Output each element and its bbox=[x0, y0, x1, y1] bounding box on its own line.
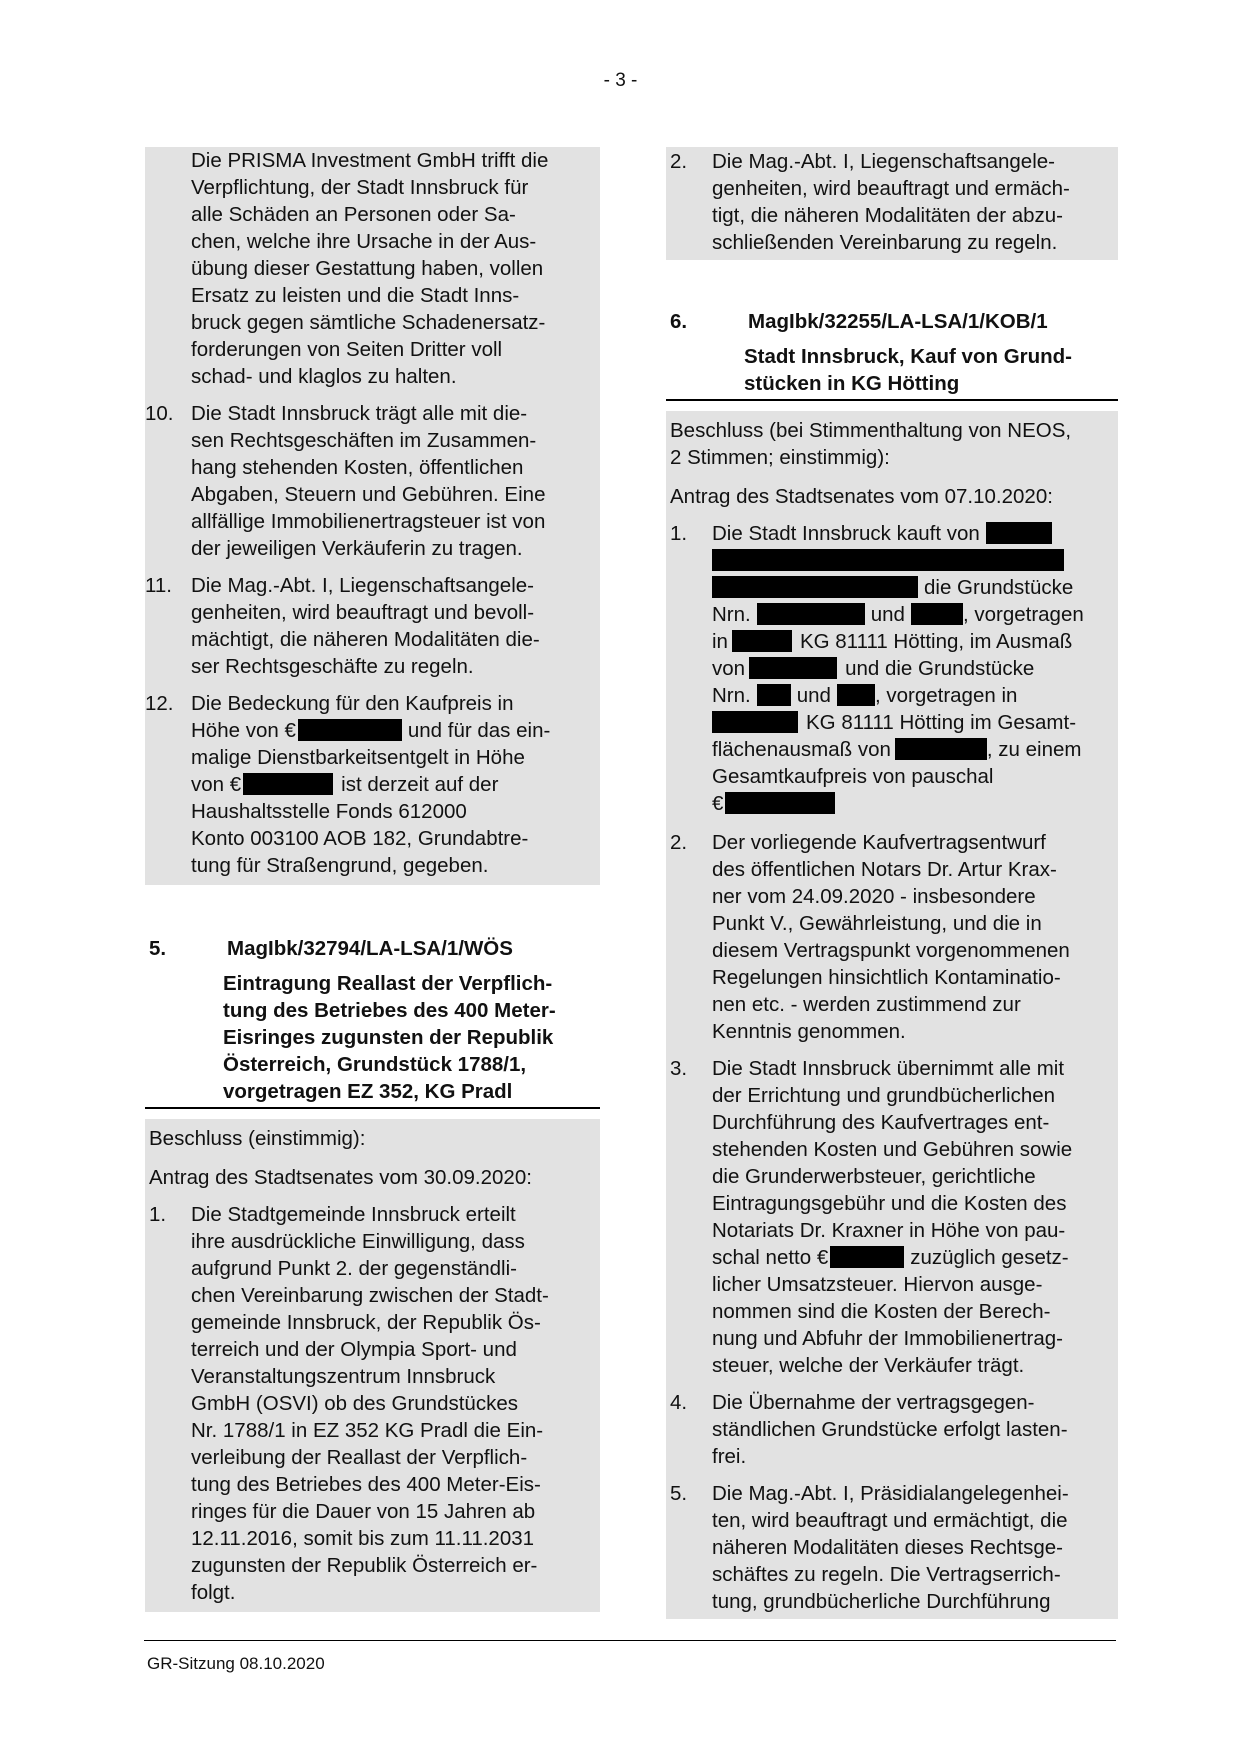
item-12 bbox=[145, 690, 600, 879]
item-number: 11. bbox=[145, 574, 172, 597]
text-line: malige Dienstbarkeitsentgelt in Höhe bbox=[191, 746, 525, 769]
text-line: Abgaben, Steuern und Gebühren. Eine bbox=[191, 483, 546, 506]
text-line: in KG 81111 Hötting, im Ausmaß bbox=[712, 630, 1073, 653]
text-line: Die Stadt Innsbruck kauft von bbox=[712, 520, 1118, 547]
text-line: schließenden Vereinbarung zu regeln. bbox=[712, 231, 1058, 254]
item-number: 5. bbox=[670, 1482, 688, 1505]
text-line: nen etc. - werden zustimmend zur bbox=[712, 993, 1021, 1016]
item-number: 12. bbox=[145, 692, 174, 715]
page-number: - 3 - bbox=[603, 70, 638, 91]
text-line: Die Bedeckung für den Kaufpreis in bbox=[191, 692, 514, 715]
text-line: Eintragungsgebühr und die Kosten des bbox=[712, 1192, 1067, 1215]
beschluss-text bbox=[666, 415, 1118, 473]
redaction-box bbox=[712, 549, 1064, 571]
text-line: Veranstaltungszentrum Innsbruck bbox=[191, 1365, 496, 1388]
text-line: ringes für die Dauer von 15 Jahren ab bbox=[191, 1500, 536, 1523]
section-6-item-3 bbox=[666, 1055, 1118, 1379]
text-line: Die Stadt Innsbruck trägt alle mit die- bbox=[191, 402, 528, 425]
text-line: aufgrund Punkt 2. der gegenständli- bbox=[191, 1257, 517, 1280]
antrag-text: Antrag des Stadtsenates vom 07.10.2020: bbox=[670, 485, 1053, 508]
item-number: 1. bbox=[670, 522, 688, 545]
text-line: genheiten, wird beauftragt und bevoll- bbox=[191, 601, 535, 624]
text-line: verleibung der Reallast der Verpflich- bbox=[191, 1446, 528, 1469]
text-line: schäftes zu regeln. Die Vertragserrich- bbox=[712, 1563, 1061, 1586]
text-line: der jeweiligen Verkäuferin zu tragen. bbox=[191, 537, 523, 560]
text-line: tung, grundbücherliche Durchführung bbox=[712, 1590, 1051, 1613]
text-line: ihre ausdrückliche Einwilligung, dass bbox=[191, 1230, 525, 1253]
item-10-text bbox=[191, 400, 600, 562]
text-line: Stadt Innsbruck, Kauf von Grund- bbox=[744, 345, 1073, 368]
text-line: des öffentlichen Notars Dr. Artur Krax- bbox=[712, 858, 1057, 881]
redaction-box bbox=[732, 630, 792, 652]
item-number: 10. bbox=[145, 402, 174, 425]
item-1-text bbox=[191, 1201, 600, 1606]
redaction-box bbox=[712, 576, 918, 598]
item-9-text bbox=[191, 147, 600, 390]
text-line: € bbox=[712, 790, 1118, 817]
section-code: MagIbk/32255/LA-LSA/1/KOB/1 bbox=[748, 310, 1048, 333]
redaction-box bbox=[749, 657, 837, 679]
section-6-item-4 bbox=[666, 1389, 1118, 1470]
text-line: schad- und klaglos zu halten. bbox=[191, 365, 457, 388]
redaction-box bbox=[830, 1246, 904, 1268]
text-line: ten, wird beauftragt und ermächtigt, die bbox=[712, 1509, 1068, 1532]
text-line: chen, welche ihre Ursache in der Aus- bbox=[191, 230, 537, 253]
redaction-box bbox=[243, 773, 333, 795]
text-line: GmbH (OSVI) ob des Grundstückes bbox=[191, 1392, 518, 1415]
redaction-box bbox=[298, 719, 402, 741]
item-2-text bbox=[712, 829, 1118, 1045]
text-line: die Grunderwerbsteuer, gerichtliche bbox=[712, 1165, 1036, 1188]
antrag-text: Antrag des Stadtsenates vom 30.09.2020: bbox=[149, 1166, 532, 1189]
text-line: übung dieser Gestattung haben, vollen bbox=[191, 257, 544, 280]
item-number: 2. bbox=[670, 831, 688, 854]
text-line: Durchführung des Kaufvertrages ent- bbox=[712, 1111, 1050, 1134]
item-5-text bbox=[712, 1480, 1118, 1615]
text-line: Nrn. und , vorgetragen in bbox=[712, 684, 1018, 707]
text-line: vorgetragen EZ 352, KG Pradl bbox=[223, 1080, 513, 1103]
text-line: Punkt V., Gewährleistung, und die in bbox=[712, 912, 1042, 935]
text-line: tung des Betriebes des 400 Meter-Eis- bbox=[191, 1473, 541, 1496]
item-11-text bbox=[191, 572, 600, 680]
section-number: 6. bbox=[670, 310, 688, 333]
item-11 bbox=[145, 572, 600, 680]
text-line: Beschluss (bei Stimmenthaltung von NEOS, bbox=[670, 419, 1072, 442]
text-line: Eintragung Reallast der Verpflich- bbox=[223, 972, 553, 995]
text-line: ner vom 24.09.2020 - insbesondere bbox=[712, 885, 1036, 908]
item-number: 1. bbox=[149, 1203, 167, 1226]
text-line: bruck gegen sämtliche Schadenersatz- bbox=[191, 311, 546, 334]
text-line: zugunsten der Republik Österreich er- bbox=[191, 1554, 538, 1577]
item-number: 3. bbox=[670, 1057, 688, 1080]
redaction-box bbox=[895, 738, 987, 760]
text-line: Die PRISMA Investment GmbH trifft die bbox=[191, 149, 549, 172]
redaction-box bbox=[757, 603, 865, 625]
text-line: schal netto € zuzüglich gesetz- bbox=[712, 1246, 1069, 1269]
redaction-box bbox=[757, 684, 791, 706]
text-line: Die Übernahme der vertragsgegen- bbox=[712, 1391, 1035, 1414]
item-4-text bbox=[712, 1389, 1118, 1470]
text-line: licher Umsatzsteuer. Hiervon ausge- bbox=[712, 1273, 1043, 1296]
text-line: 2 Stimmen; einstimmig): bbox=[670, 446, 890, 469]
right-shaded-block-2 bbox=[666, 411, 1118, 1619]
text-line: Die Mag.-Abt. I, Liegenschaftsangele- bbox=[191, 574, 534, 597]
section-6-item-2 bbox=[666, 829, 1118, 1045]
item-2-previous bbox=[666, 148, 1118, 256]
text-line: tung für Straßengrund, gegeben. bbox=[191, 854, 489, 877]
text-line: KG 81111 Hötting im Gesamt- bbox=[712, 709, 1118, 736]
text-line: Die Mag.-Abt. I, Präsidialangelegenhei- bbox=[712, 1482, 1069, 1505]
text-line: ser Rechtsgeschäfte zu regeln. bbox=[191, 655, 474, 678]
item-2-text bbox=[712, 148, 1118, 256]
section-number: 5. bbox=[149, 937, 167, 960]
text-line: sen Rechtsgeschäften im Zusammen- bbox=[191, 429, 537, 452]
text-line: nung und Abfuhr der Immobilienertrag- bbox=[712, 1327, 1063, 1350]
text-line: der Errichtung und grundbücherlichen bbox=[712, 1084, 1056, 1107]
text-line: Eisringes zugunsten der Republik bbox=[223, 1026, 554, 1049]
section-6-item-1 bbox=[666, 520, 1118, 817]
text-line: Verpflichtung, der Stadt Innsbruck für bbox=[191, 176, 529, 199]
redaction-box bbox=[911, 603, 963, 625]
text-line: frei. bbox=[712, 1445, 747, 1468]
text-line: Notariats Dr. Kraxner in Höhe von pau- bbox=[712, 1219, 1066, 1242]
item-number: 4. bbox=[670, 1391, 688, 1414]
text-line: nommen sind die Kosten der Berech- bbox=[712, 1300, 1051, 1323]
text-line bbox=[712, 547, 1118, 574]
section-5-header bbox=[145, 935, 600, 1109]
section-code: MagIbk/32794/LA-LSA/1/WÖS bbox=[227, 937, 513, 960]
text-line: 12.11.2016, somit bis zum 11.11.2031 bbox=[191, 1527, 535, 1550]
text-line: folgt. bbox=[191, 1581, 236, 1604]
text-line: forderungen von Seiten Dritter voll bbox=[191, 338, 503, 361]
text-line: genheiten, wird beauftragt und ermäch- bbox=[712, 177, 1070, 200]
right-column bbox=[666, 147, 1118, 1619]
right-shaded-block-1 bbox=[666, 147, 1118, 260]
text-line: mächtigt, die näheren Modalitäten die- bbox=[191, 628, 540, 651]
redaction-box bbox=[986, 522, 1052, 544]
item-12-text bbox=[191, 690, 600, 879]
text-line: Die Mag.-Abt. I, Liegenschaftsangele- bbox=[712, 150, 1055, 173]
text-line: die Grundstücke bbox=[712, 574, 1118, 601]
text-line: Der vorliegende Kaufvertragsentwurf bbox=[712, 831, 1046, 854]
text-line: terreich und der Olympia Sport- und bbox=[191, 1338, 517, 1361]
left-shaded-block-2 bbox=[145, 1119, 600, 1612]
text-line: diesem Vertragspunkt vorgenommenen bbox=[712, 939, 1070, 962]
text-line: näheren Modalitäten dieses Rechtsge- bbox=[712, 1536, 1063, 1559]
section-6-item-5 bbox=[666, 1480, 1118, 1615]
text-line: flächenausmaß von , zu einem bbox=[712, 738, 1082, 761]
text-line: steuer, welche der Verkäufer trägt. bbox=[712, 1354, 1025, 1377]
text-line: Gesamtkaufpreis von pauschal bbox=[712, 765, 994, 788]
text-line: Nr. 1788/1 in EZ 352 KG Pradl die Ein- bbox=[191, 1419, 544, 1442]
text-line: tigt, die näheren Modalitäten der abzu- bbox=[712, 204, 1064, 227]
text-line: Regelungen hinsichtlich Kontaminatio- bbox=[712, 966, 1061, 989]
left-shaded-block-1 bbox=[145, 147, 600, 885]
text-line: Die Stadt Innsbruck übernimmt alle mit bbox=[712, 1057, 1065, 1080]
redaction-box bbox=[725, 792, 835, 814]
text-line: allfällige Immobilienertragsteuer ist von bbox=[191, 510, 546, 533]
item-9-continued bbox=[145, 147, 600, 390]
text-line: tung des Betriebes des 400 Meter- bbox=[223, 999, 556, 1022]
text-line: Höhe von € und für das ein- bbox=[191, 719, 551, 742]
text-line: stücken in KG Hötting bbox=[744, 372, 960, 395]
item-1-text bbox=[712, 520, 1118, 817]
item-number: 2. bbox=[670, 150, 688, 173]
section-title bbox=[223, 970, 556, 1105]
beschluss-text: Beschluss (einstimmig): bbox=[149, 1127, 366, 1150]
text-line: Österreich, Grundstück 1788/1, bbox=[223, 1053, 527, 1076]
text-line: Haushaltsstelle Fonds 612000 bbox=[191, 800, 467, 823]
item-3-text bbox=[712, 1055, 1118, 1379]
footer-divider bbox=[144, 1640, 1116, 1641]
redaction-box bbox=[712, 711, 798, 733]
text-line: gemeinde Innsbruck, der Republik Ös- bbox=[191, 1311, 541, 1334]
text-line: alle Schäden an Personen oder Sa- bbox=[191, 203, 516, 226]
text-line: chen Vereinbarung zwischen der Stadt- bbox=[191, 1284, 549, 1307]
left-column bbox=[145, 147, 600, 1612]
text-line: von € ist derzeit auf der bbox=[191, 773, 499, 796]
text-line: von und die Grundstücke bbox=[712, 657, 1035, 680]
text-line: stehenden Kosten und Gebühren sowie bbox=[712, 1138, 1073, 1161]
footer-text: GR-Sitzung 08.10.2020 bbox=[147, 1654, 325, 1673]
section-6-header bbox=[666, 308, 1118, 401]
text-line: Ersatz zu leisten und die Stadt Inns- bbox=[191, 284, 520, 307]
text-line: Die Stadtgemeinde Innsbruck erteilt bbox=[191, 1203, 516, 1226]
text-line: Kenntnis genommen. bbox=[712, 1020, 906, 1043]
text-line: Konto 003100 AOB 182, Grundabtre- bbox=[191, 827, 529, 850]
section-5-item-1 bbox=[145, 1201, 600, 1606]
text-line: hang stehenden Kosten, öffentlichen bbox=[191, 456, 524, 479]
redaction-box bbox=[837, 684, 875, 706]
section-title bbox=[744, 343, 1072, 397]
text-line: Nrn. und , vorgetragen bbox=[712, 603, 1084, 626]
text-line: ständlichen Grundstücke erfolgt lasten- bbox=[712, 1418, 1068, 1441]
item-10 bbox=[145, 400, 600, 562]
